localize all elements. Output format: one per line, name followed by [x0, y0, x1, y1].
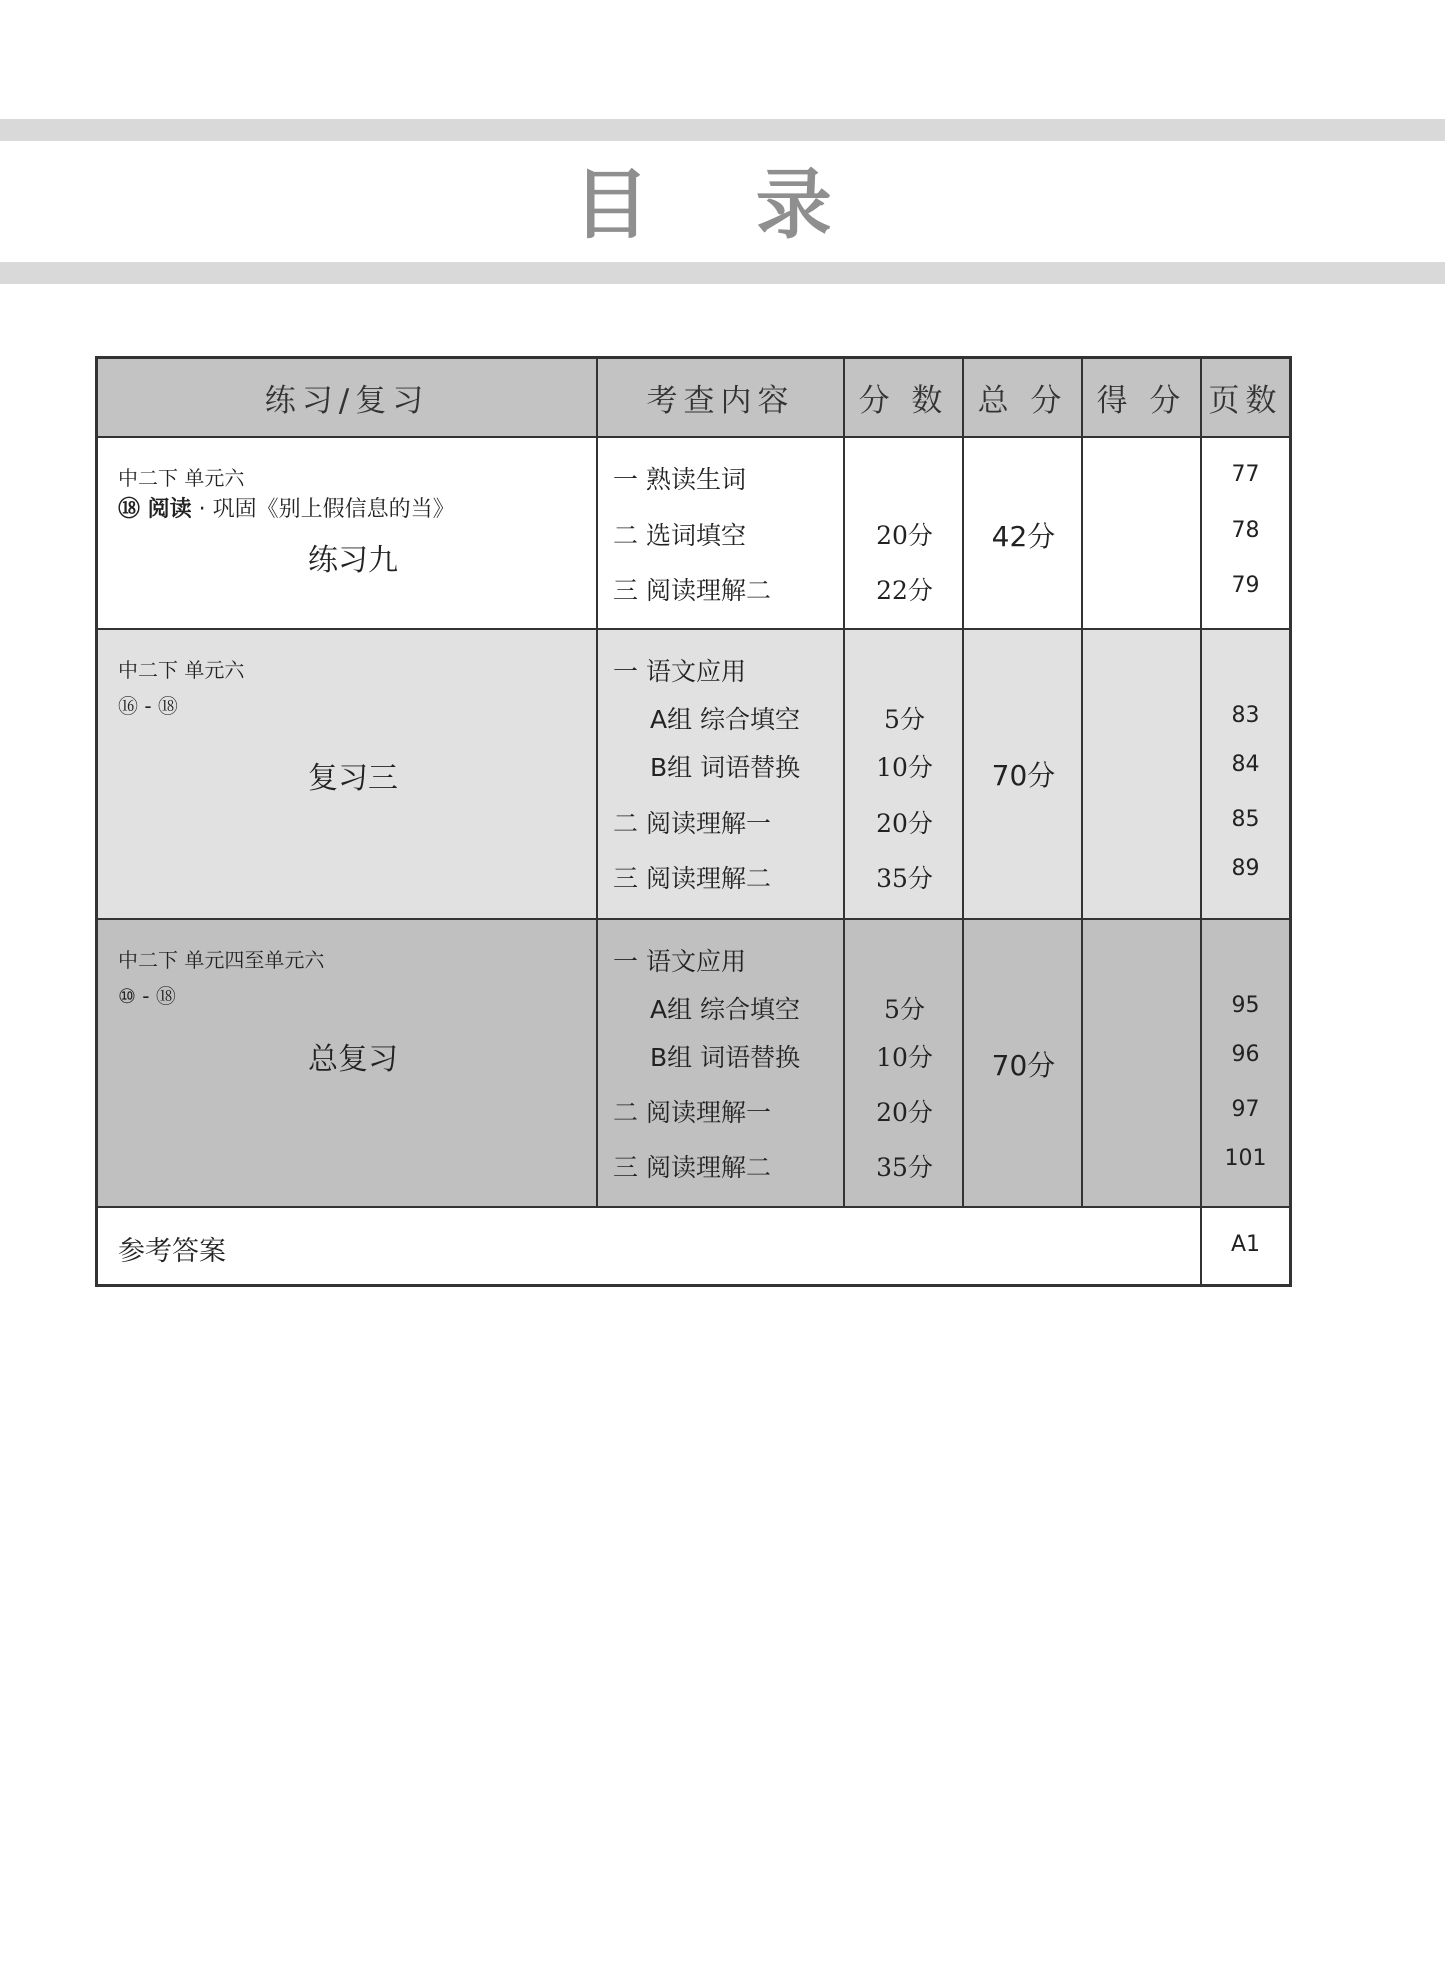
- exercise-name: 练习九: [308, 543, 398, 578]
- table-row: [98, 630, 1289, 920]
- header-obtained: 得 分: [1083, 359, 1202, 436]
- page-number: A1: [1230, 1232, 1261, 1257]
- page-cell: [1202, 920, 1289, 1206]
- content-item: B组 词语替换: [650, 753, 801, 782]
- total-cell: [964, 630, 1083, 918]
- answers-row: [98, 1208, 1289, 1284]
- page-number: 89: [1231, 856, 1260, 881]
- score-cell: [845, 630, 964, 918]
- table-row: [98, 438, 1289, 630]
- page-number: 78: [1231, 518, 1260, 543]
- header-score: 分 数: [845, 359, 964, 436]
- exercise-cell: [98, 438, 598, 628]
- page-number: 84: [1231, 752, 1260, 777]
- page-title: 目 录: [573, 160, 872, 249]
- exercise-name: 复习三: [308, 761, 398, 796]
- score-value: 35分: [876, 1153, 933, 1182]
- content-item: 二 选词填空: [613, 521, 746, 550]
- content-item: 三 阅读理解二: [613, 576, 771, 605]
- exercise-cell: [98, 920, 598, 1206]
- lesson-range: ⑯ - ⑱: [118, 694, 178, 718]
- page-number: 95: [1231, 993, 1260, 1018]
- lesson-label: [118, 492, 455, 523]
- score-value: 22分: [876, 576, 933, 605]
- bottom-band: [0, 262, 1445, 284]
- total-value: 42分: [991, 520, 1056, 553]
- page-cell: [1202, 438, 1289, 628]
- score-value: 20分: [876, 809, 933, 838]
- obtained-cell: [1083, 438, 1202, 628]
- score-cell: [845, 920, 964, 1206]
- exercise-cell: [98, 630, 598, 918]
- unit-label: 中二下 单元四至单元六: [118, 948, 325, 972]
- page-number: 79: [1231, 573, 1260, 598]
- score-value: 10分: [876, 753, 933, 782]
- obtained-cell: [1083, 630, 1202, 918]
- content-item: 三 阅读理解二: [613, 1153, 771, 1182]
- total-value: 70分: [991, 759, 1056, 792]
- answers-cell: [98, 1208, 1202, 1284]
- header-page: 页数: [1208, 383, 1283, 419]
- obtained-cell: [1083, 920, 1202, 1206]
- table-row: [98, 920, 1289, 1208]
- content-item: A组 综合填空: [650, 995, 801, 1024]
- content-item: 二 阅读理解一: [613, 1098, 771, 1127]
- content-cell: [598, 438, 845, 628]
- page-cell: [1202, 630, 1289, 918]
- lesson-number: ⑱ 阅读: [118, 497, 192, 522]
- toc-table: [95, 356, 1292, 1287]
- page-number: 85: [1231, 807, 1260, 832]
- header-total: 总 分: [964, 359, 1083, 436]
- score-value: 20分: [876, 1098, 933, 1127]
- header-content: 考查内容: [598, 359, 845, 436]
- content-item: A组 综合填空: [650, 705, 801, 734]
- total-cell: [964, 438, 1083, 628]
- page-number: 97: [1231, 1097, 1260, 1122]
- content-item: 一 熟读生词: [613, 465, 746, 494]
- page-number: 77: [1231, 462, 1260, 487]
- content-item: 一 语文应用: [613, 657, 746, 686]
- exercise-name: 总复习: [308, 1042, 398, 1077]
- top-band: [0, 119, 1445, 141]
- content-cell: [598, 920, 845, 1206]
- total-cell: [964, 920, 1083, 1206]
- total-value: 70分: [991, 1049, 1056, 1082]
- header-exercise: 练习/复习: [98, 359, 598, 436]
- lesson-title: · 巩固《别上假信息的当》: [191, 497, 455, 522]
- content-item: 三 阅读理解二: [613, 864, 771, 893]
- page-number: 96: [1231, 1042, 1260, 1067]
- score-value: 20分: [876, 521, 933, 550]
- content-cell: [598, 630, 845, 918]
- answers-label: 参考答案: [118, 1236, 226, 1267]
- content-item: 二 阅读理解一: [613, 809, 771, 838]
- score-value: 35分: [876, 864, 933, 893]
- content-item: 一 语文应用: [613, 947, 746, 976]
- table-header: [98, 359, 1289, 438]
- content-item: B组 词语替换: [650, 1043, 801, 1072]
- lesson-range: ⑩ - ⑱: [118, 984, 176, 1008]
- unit-label: 中二下 单元六: [118, 658, 245, 682]
- score-value: 5分: [884, 705, 925, 734]
- score-value: 5分: [884, 995, 925, 1024]
- page-number: 83: [1231, 703, 1260, 728]
- page-cell: [1202, 1208, 1289, 1284]
- score-value: 10分: [876, 1043, 933, 1072]
- score-cell: [845, 438, 964, 628]
- page-number: 101: [1224, 1146, 1267, 1171]
- unit-label: 中二下 单元六: [118, 466, 245, 490]
